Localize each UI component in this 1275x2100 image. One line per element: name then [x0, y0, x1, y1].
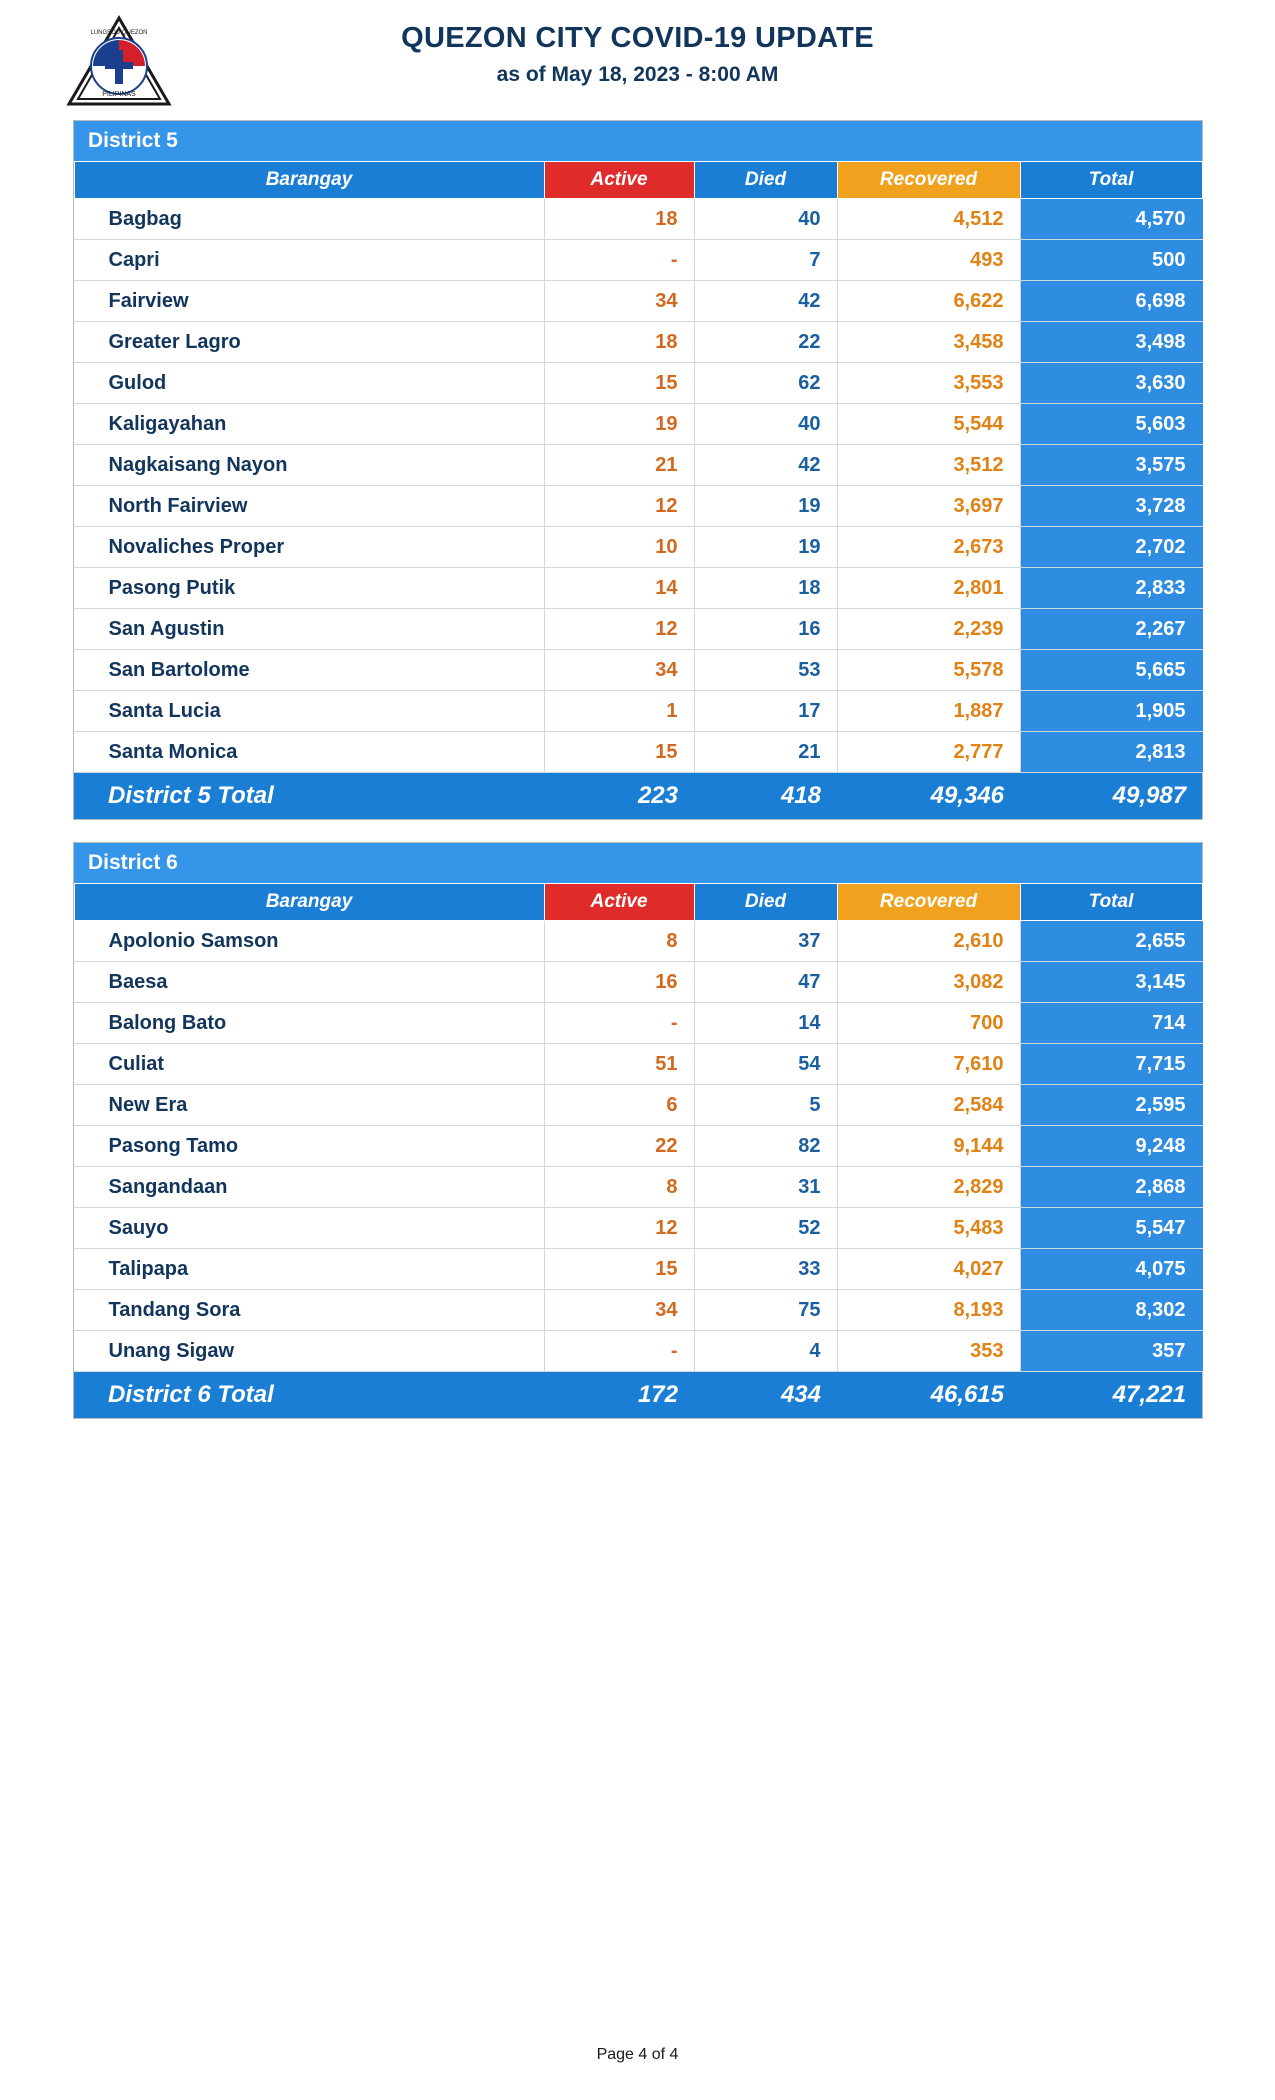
died-count: 53	[694, 650, 837, 691]
recovered-count: 4,027	[837, 1249, 1020, 1290]
recovered-count: 2,673	[837, 527, 1020, 568]
active-count: 1	[544, 691, 694, 732]
column-header-row	[74, 162, 1202, 199]
district-5-table	[74, 121, 1203, 819]
died-count: 31	[694, 1167, 837, 1208]
recovered-count: 493	[837, 240, 1020, 281]
total-count: 500	[1020, 240, 1202, 281]
page-subtitle: as of May 18, 2023 - 8:00 AM	[496, 63, 779, 86]
barangay-name: Bagbag	[74, 199, 544, 240]
total-count: 3,575	[1020, 445, 1202, 486]
column-header-total: Total	[1020, 884, 1202, 921]
barangay-name: Fairview	[74, 281, 544, 322]
total-count: 357	[1020, 1331, 1202, 1372]
district-title-row	[74, 121, 1202, 162]
table-row	[74, 1249, 1202, 1290]
table-row	[74, 732, 1202, 773]
recovered-count: 3,697	[837, 486, 1020, 527]
died-count: 47	[694, 962, 837, 1003]
table-row	[74, 1085, 1202, 1126]
active-count: 16	[544, 962, 694, 1003]
district-total-label: District 5 Total	[74, 773, 544, 820]
active-count: 15	[544, 1249, 694, 1290]
district-total-recovered: 46,615	[837, 1372, 1020, 1419]
district-name: District 5	[74, 121, 1202, 162]
table-row	[74, 363, 1202, 404]
recovered-count: 353	[837, 1331, 1020, 1372]
table-row	[74, 609, 1202, 650]
recovered-count: 2,610	[837, 921, 1020, 962]
recovered-count: 5,578	[837, 650, 1020, 691]
district-title-row	[74, 843, 1202, 884]
died-count: 21	[694, 732, 837, 773]
column-header-barangay: Barangay	[74, 162, 544, 199]
recovered-count: 5,544	[837, 404, 1020, 445]
table-row	[74, 1003, 1202, 1044]
barangay-name: Pasong Putik	[74, 568, 544, 609]
died-count: 82	[694, 1126, 837, 1167]
died-count: 5	[694, 1085, 837, 1126]
total-count: 8,302	[1020, 1290, 1202, 1331]
table-row	[74, 527, 1202, 568]
district-6-table	[74, 843, 1203, 1418]
district-name: District 6	[74, 843, 1202, 884]
died-count: 7	[694, 240, 837, 281]
district-total-active: 223	[544, 773, 694, 820]
title-block	[0, 22, 1275, 87]
column-header-recovered: Recovered	[837, 162, 1020, 199]
total-count: 9,248	[1020, 1126, 1202, 1167]
table-row	[74, 240, 1202, 281]
column-header-active: Active	[544, 884, 694, 921]
died-count: 62	[694, 363, 837, 404]
died-count: 33	[694, 1249, 837, 1290]
recovered-count: 3,512	[837, 445, 1020, 486]
barangay-name: Apolonio Samson	[74, 921, 544, 962]
total-count: 3,630	[1020, 363, 1202, 404]
table-row	[74, 1044, 1202, 1085]
column-header-total: Total	[1020, 162, 1202, 199]
active-count: 15	[544, 363, 694, 404]
total-count: 5,547	[1020, 1208, 1202, 1249]
barangay-name: Culiat	[74, 1044, 544, 1085]
died-count: 42	[694, 445, 837, 486]
table-row	[74, 1167, 1202, 1208]
died-count: 42	[694, 281, 837, 322]
district-total-total: 49,987	[1020, 773, 1202, 820]
barangay-name: Baesa	[74, 962, 544, 1003]
table-row	[74, 404, 1202, 445]
recovered-count: 4,512	[837, 199, 1020, 240]
barangay-name: Sangandaan	[74, 1167, 544, 1208]
column-header-recovered: Recovered	[837, 884, 1020, 921]
died-count: 40	[694, 199, 837, 240]
column-header-died: Died	[694, 884, 837, 921]
page-footer	[0, 2046, 1275, 2064]
table-row	[74, 1126, 1202, 1167]
recovered-count: 9,144	[837, 1126, 1020, 1167]
barangay-name: Capri	[74, 240, 544, 281]
barangay-name: Talipapa	[74, 1249, 544, 1290]
active-count: 34	[544, 650, 694, 691]
page-number-label: Page 4 of 4	[596, 2046, 679, 2063]
barangay-name: Santa Lucia	[74, 691, 544, 732]
total-count: 5,665	[1020, 650, 1202, 691]
active-count: -	[544, 240, 694, 281]
total-count: 7,715	[1020, 1044, 1202, 1085]
table-row	[74, 1290, 1202, 1331]
table-row	[74, 962, 1202, 1003]
recovered-count: 2,777	[837, 732, 1020, 773]
total-count: 3,145	[1020, 962, 1202, 1003]
died-count: 22	[694, 322, 837, 363]
column-header-died: Died	[694, 162, 837, 199]
active-count: -	[544, 1003, 694, 1044]
total-count: 5,603	[1020, 404, 1202, 445]
active-count: 19	[544, 404, 694, 445]
active-count: 34	[544, 1290, 694, 1331]
recovered-count: 2,801	[837, 568, 1020, 609]
barangay-name: Pasong Tamo	[74, 1126, 544, 1167]
barangay-name: Santa Monica	[74, 732, 544, 773]
active-count: 21	[544, 445, 694, 486]
recovered-count: 3,458	[837, 322, 1020, 363]
svg-text:PILIPINAS: PILIPINAS	[102, 91, 136, 98]
active-count: 34	[544, 281, 694, 322]
total-count: 3,498	[1020, 322, 1202, 363]
active-count: 14	[544, 568, 694, 609]
died-count: 75	[694, 1290, 837, 1331]
district-total-died: 434	[694, 1372, 837, 1419]
table-row	[74, 199, 1202, 240]
recovered-count: 1,887	[837, 691, 1020, 732]
barangay-name: Unang Sigaw	[74, 1331, 544, 1372]
column-header-active: Active	[544, 162, 694, 199]
barangay-name: San Bartolome	[74, 650, 544, 691]
total-count: 1,905	[1020, 691, 1202, 732]
district-total-row	[74, 773, 1202, 820]
district-total-label: District 6 Total	[74, 1372, 544, 1419]
active-count: 18	[544, 322, 694, 363]
column-header-row	[74, 884, 1202, 921]
total-count: 2,595	[1020, 1085, 1202, 1126]
recovered-count: 8,193	[837, 1290, 1020, 1331]
recovered-count: 6,622	[837, 281, 1020, 322]
died-count: 40	[694, 404, 837, 445]
table-row	[74, 445, 1202, 486]
total-count: 2,868	[1020, 1167, 1202, 1208]
barangay-name: San Agustin	[74, 609, 544, 650]
died-count: 37	[694, 921, 837, 962]
recovered-count: 3,082	[837, 962, 1020, 1003]
district-total-died: 418	[694, 773, 837, 820]
died-count: 19	[694, 486, 837, 527]
district-total-row	[74, 1372, 1202, 1419]
died-count: 16	[694, 609, 837, 650]
died-count: 17	[694, 691, 837, 732]
table-row	[74, 921, 1202, 962]
barangay-name: Nagkaisang Nayon	[74, 445, 544, 486]
active-count: -	[544, 1331, 694, 1372]
recovered-count: 7,610	[837, 1044, 1020, 1085]
active-count: 8	[544, 1167, 694, 1208]
total-count: 2,702	[1020, 527, 1202, 568]
died-count: 54	[694, 1044, 837, 1085]
recovered-count: 2,239	[837, 609, 1020, 650]
table-row	[74, 691, 1202, 732]
total-count: 2,267	[1020, 609, 1202, 650]
table-row	[74, 650, 1202, 691]
recovered-count: 700	[837, 1003, 1020, 1044]
district-total-active: 172	[544, 1372, 694, 1419]
died-count: 52	[694, 1208, 837, 1249]
district-block-5	[73, 120, 1203, 820]
table-row	[74, 486, 1202, 527]
total-count: 4,570	[1020, 199, 1202, 240]
died-count: 18	[694, 568, 837, 609]
active-count: 51	[544, 1044, 694, 1085]
died-count: 19	[694, 527, 837, 568]
recovered-count: 5,483	[837, 1208, 1020, 1249]
district-total-total: 47,221	[1020, 1372, 1202, 1419]
barangay-name: Balong Bato	[74, 1003, 544, 1044]
district-total-recovered: 49,346	[837, 773, 1020, 820]
total-count: 2,655	[1020, 921, 1202, 962]
total-count: 2,813	[1020, 732, 1202, 773]
barangay-name: North Fairview	[74, 486, 544, 527]
district-block-6	[73, 842, 1203, 1419]
total-count: 2,833	[1020, 568, 1202, 609]
died-count: 4	[694, 1331, 837, 1372]
table-row	[74, 281, 1202, 322]
barangay-name: Novaliches Proper	[74, 527, 544, 568]
column-header-barangay: Barangay	[74, 884, 544, 921]
active-count: 22	[544, 1126, 694, 1167]
table-row	[74, 1331, 1202, 1372]
recovered-count: 2,584	[837, 1085, 1020, 1126]
active-count: 6	[544, 1085, 694, 1126]
barangay-name: Kaligayahan	[74, 404, 544, 445]
active-count: 12	[544, 1208, 694, 1249]
total-count: 6,698	[1020, 281, 1202, 322]
active-count: 18	[544, 199, 694, 240]
total-count: 4,075	[1020, 1249, 1202, 1290]
died-count: 14	[694, 1003, 837, 1044]
barangay-name: Sauyo	[74, 1208, 544, 1249]
recovered-count: 2,829	[837, 1167, 1020, 1208]
barangay-name: Tandang Sora	[74, 1290, 544, 1331]
table-row	[74, 1208, 1202, 1249]
active-count: 12	[544, 609, 694, 650]
active-count: 10	[544, 527, 694, 568]
svg-text:LUNGSOD QUEZON: LUNGSOD QUEZON	[90, 30, 148, 36]
tables-container	[73, 120, 1203, 1419]
total-count: 3,728	[1020, 486, 1202, 527]
barangay-name: Greater Lagro	[74, 322, 544, 363]
total-count: 714	[1020, 1003, 1202, 1044]
active-count: 8	[544, 921, 694, 962]
barangay-name: New Era	[74, 1085, 544, 1126]
active-count: 15	[544, 732, 694, 773]
active-count: 12	[544, 486, 694, 527]
barangay-name: Gulod	[74, 363, 544, 404]
table-row	[74, 568, 1202, 609]
document-header	[0, 0, 1275, 120]
page-title: QUEZON CITY COVID-19 UPDATE	[401, 22, 874, 54]
recovered-count: 3,553	[837, 363, 1020, 404]
table-row	[74, 322, 1202, 363]
